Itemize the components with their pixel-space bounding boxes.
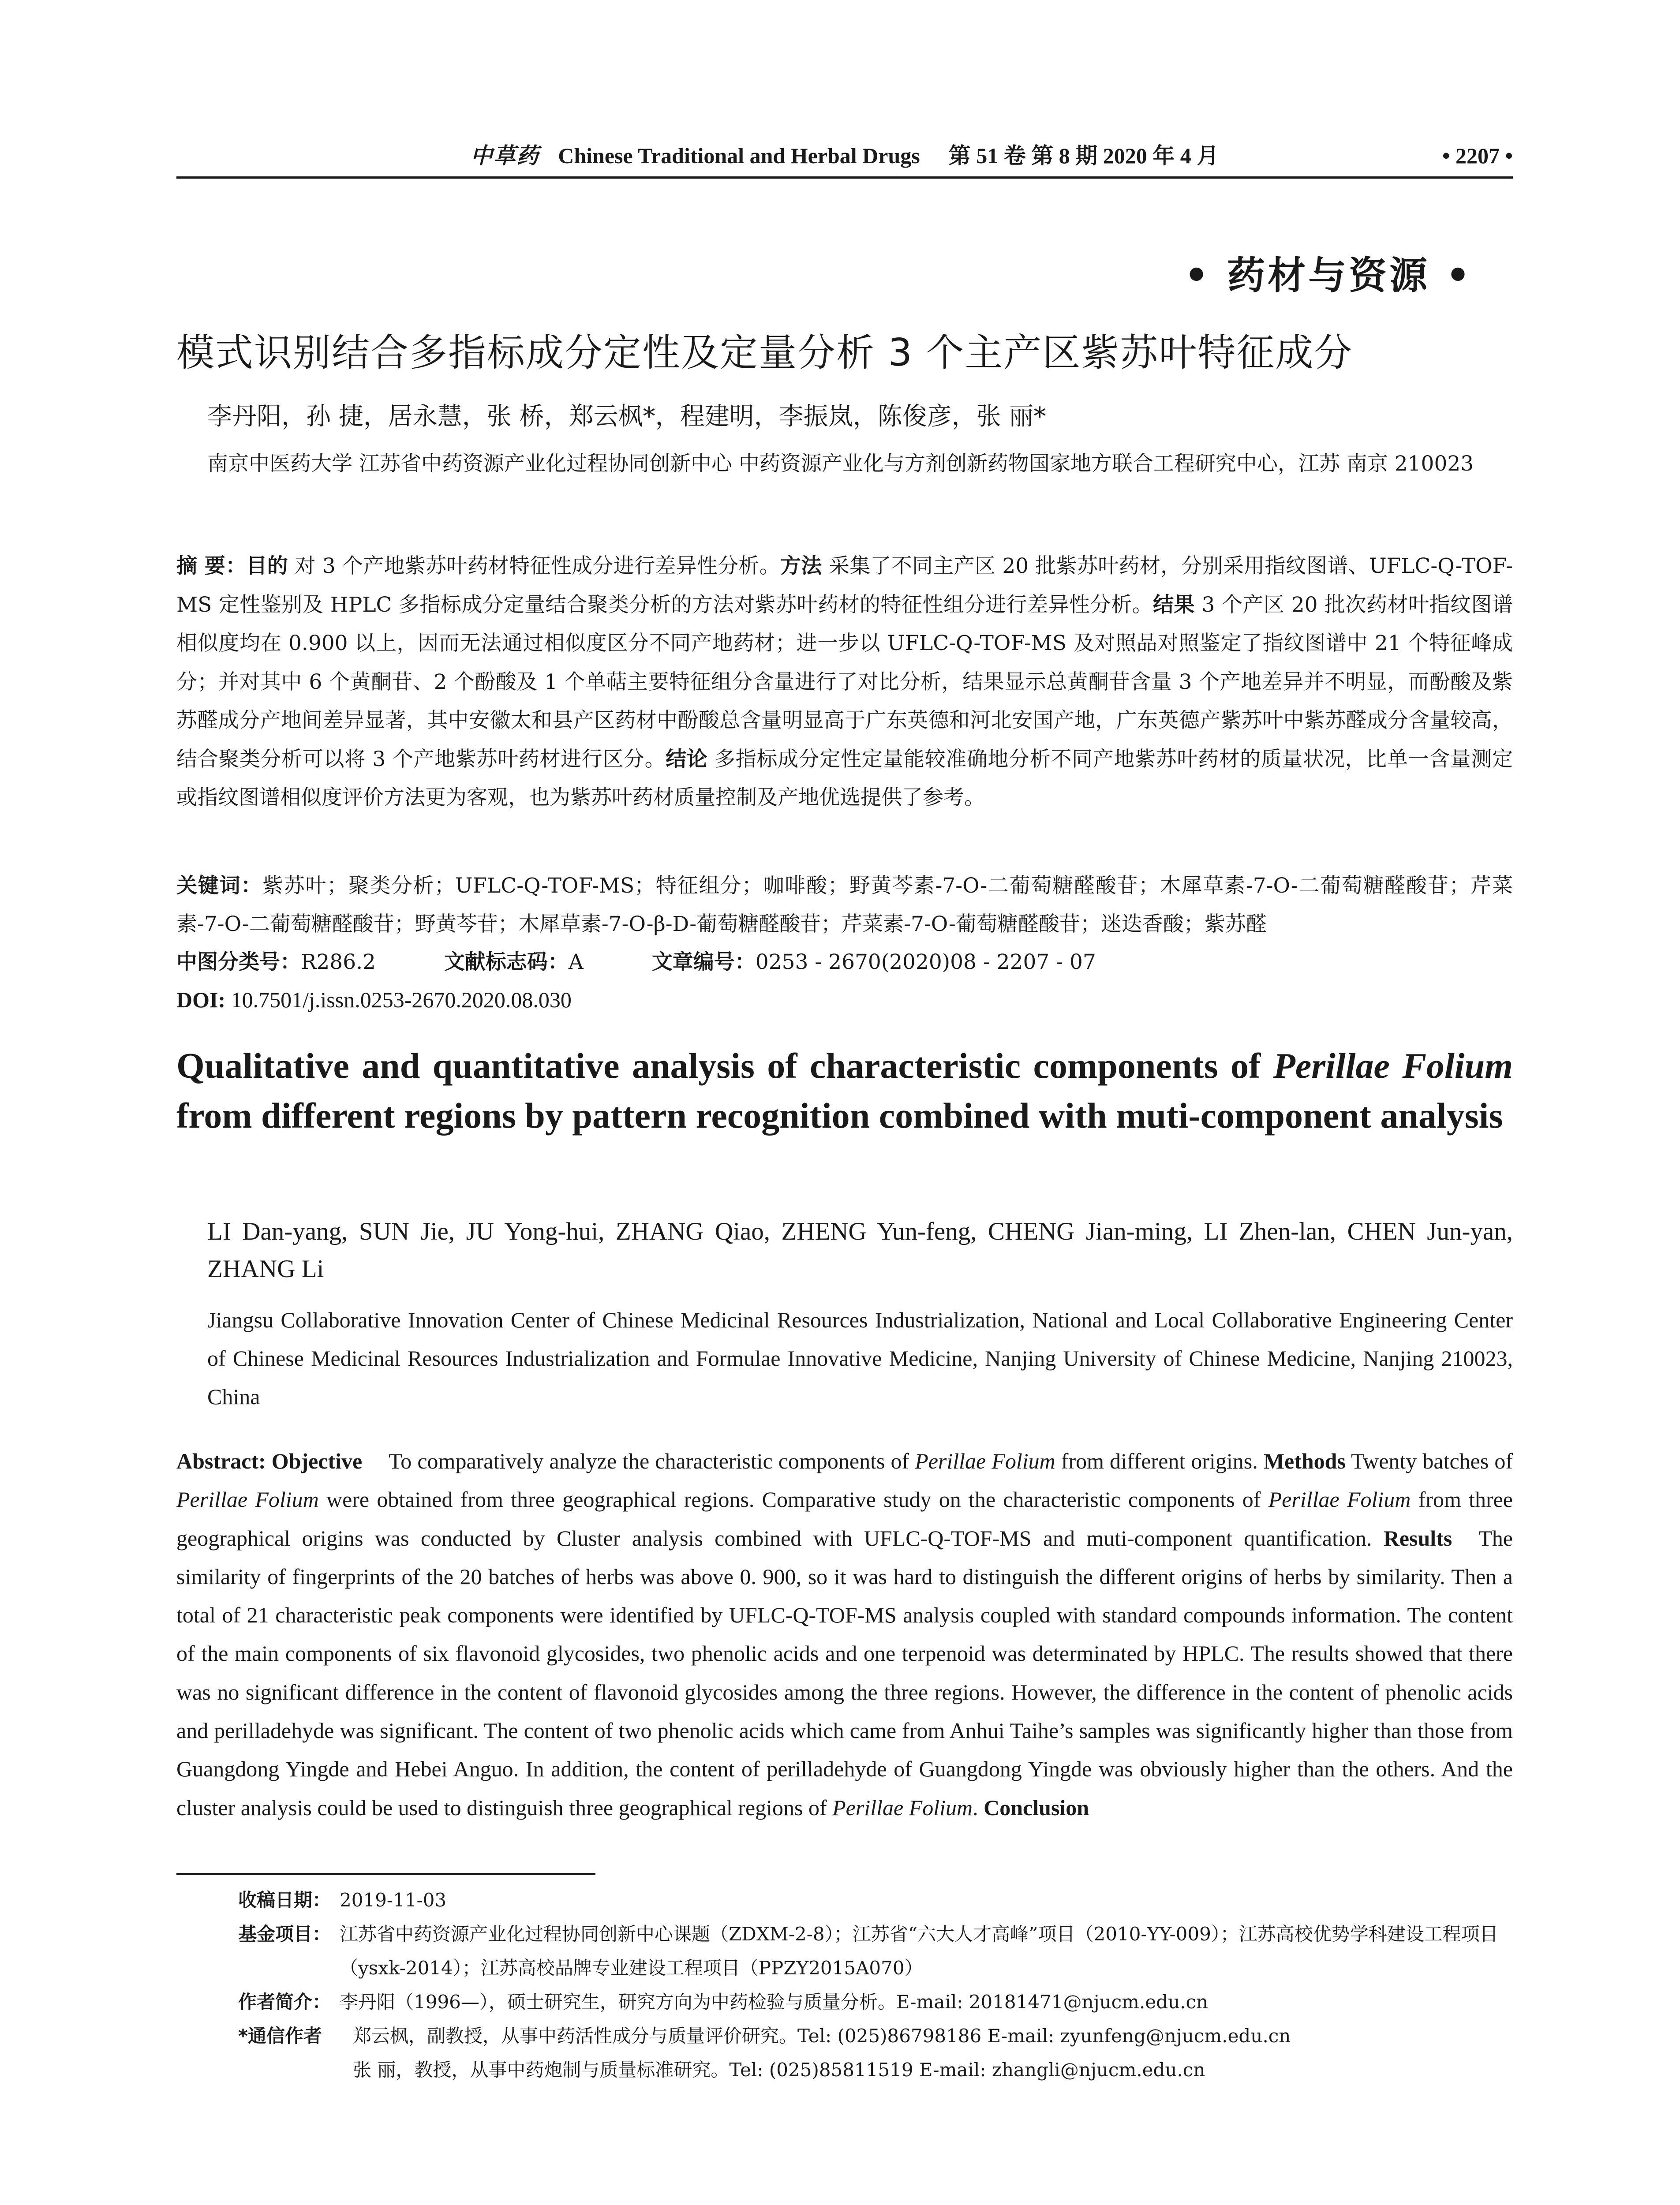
article-number-item: [652, 944, 1096, 981]
section-tag: • 药材与资源 •: [1184, 253, 1473, 298]
doc-code-label: 文献标志码：: [444, 950, 569, 974]
doc-code-item: [444, 944, 584, 981]
en-abstract-label: Abstract: Objective: [176, 1449, 363, 1473]
footnote-corresponding-1: [238, 2019, 1513, 2053]
en-title-italic: Perillae Folium: [1273, 1046, 1513, 1086]
corresponding-1-text: 郑云枫，副教授，从事中药活性成分与质量评价研究。Tel: (025)86798186 E-mail: zyunfeng@njucm.edu.cn: [353, 2025, 1291, 2047]
journal-name-en: Chinese Traditional and Herbal Drugs: [558, 143, 920, 168]
journal-name-cn: 中草药: [470, 143, 539, 168]
en-title-part2: from different regions by pattern recognition combined with muti-component analysis: [176, 1095, 1503, 1136]
cn-keywords-text: 紫苏叶；聚类分析；UFLC-Q-TOF-MS；特征组分；咖啡酸；野黄芩素-7-O-二葡萄糖醛酸苷；木犀草素-7-O-二葡萄糖醛酸苷；芹菜素-7-O-二葡萄糖醛酸苷；野黄芩苷；木犀草素-7-O-β-D-葡萄糖醛酸苷；芹菜素-7-O-葡萄糖醛酸苷；迷迭香酸；紫苏醛: [176, 874, 1513, 936]
cn-conclusion-label: 结论: [666, 747, 708, 771]
cn-results-label: 结果: [1152, 592, 1195, 617]
en-methods-label: Methods: [1263, 1449, 1346, 1473]
clc-label: 中图分类号：: [176, 950, 301, 974]
en-abstract: [176, 1442, 1513, 1827]
en-methods-italic-1: Perillae Folium: [176, 1487, 319, 1512]
cn-methods-label: 方法: [780, 554, 822, 578]
footnote-rule: [176, 1873, 595, 1875]
cn-methods: 采集了不同主产区 20 批紫苏叶药材，分别采用指纹图谱、UFLC-Q-TOF-MS 定性鉴别及 HPLC 多指标成分定量结合聚类分析的方法对紫苏叶药材的特征性组分进行差异性分析。: [176, 554, 1513, 617]
cn-objective: 对 3 个产地紫苏叶药材特征性成分进行差异性分析。: [295, 554, 781, 578]
en-objective-italic: Perillae Folium: [915, 1449, 1055, 1473]
en-conclusion-label: Conclusion: [984, 1795, 1089, 1820]
article-number-value: 0253 - 2670(2020)08 - 2207 - 07: [755, 950, 1096, 974]
en-methods-italic-2: Perillae Folium: [1268, 1487, 1411, 1512]
footnotes: [238, 1883, 1513, 2087]
footnote-received: [238, 1883, 1513, 1917]
en-results-2: .: [973, 1795, 978, 1820]
cn-objective-label: 目的: [246, 554, 288, 578]
cn-title: 模式识别结合多指标成分定性及定量分析 3 个主产区紫苏叶特征成分: [176, 331, 1353, 375]
en-results-1: The similarity of fingerprints of the 20 batches of herbs was above 0. 900, so it was hard to distinguish the different origins of herbs by similarity. Then a total of 21 characteristic peak components were identified by UFLC-Q-TOF-MS analysis coupled with standard compounds information. The content of the main components of six flavonoid glycosides, two phenolic acids and one terpenoid was determinated by HPLC. The results showed that there was no significant difference in the content of flavonoid glycosides among the three regions. However, the difference in the content of phenolic acids and perilladehyde was significant. The content of two phenolic acids which came from Anhui Taihe’s samples was significantly higher than those from Guangdong Yingde and Hebei Anguo. In addition, the content of perilladehyde of Guangdong Yingde was obviously higher than the others. And the cluster analysis could be used to distinguish three geographical regions of: [176, 1525, 1513, 1820]
bio-text: 李丹阳（1996—），硕士研究生，研究方向为中药检验与质量分析。E-mail: 20181471@njucm.edu.cn: [340, 1991, 1209, 2013]
corresponding-2-text: 张 丽，教授，从事中药炮制与质量标准研究。Tel: (025)85811519 E-mail: zhangli@njucm.edu.cn: [353, 2059, 1205, 2081]
doc-code-value: A: [568, 950, 584, 974]
cn-keywords-label: 关键词：: [176, 874, 262, 898]
received-label: 收稿日期：: [238, 1889, 331, 1911]
fund-text: 江苏省中药资源产业化过程协同创新中心课题（ZDXM-2-8）；江苏省“六大人才高峰”项目（2010-YY-009）；江苏高校优势学科建设工程项目（ysxk-2014）；江苏高校品牌专业建设工程项目（PPZY2015A070）: [340, 1923, 1498, 1979]
doi-link[interactable]: 10.7501/j.issn.0253-2670.2020.08.030: [231, 987, 572, 1012]
en-methods-1: Twenty batches of: [1351, 1449, 1513, 1473]
issue-info: 第 51 卷 第 8 期 2020 年 4 月: [948, 143, 1219, 168]
en-objective-1: To comparatively analyze the characteristic components of: [389, 1449, 915, 1473]
en-results-label: Results: [1383, 1525, 1452, 1551]
cn-authors: 李丹阳，孙 捷，居永慧，张 桥，郑云枫*，程建明，李振岚，陈俊彦，张 丽*: [207, 402, 1046, 431]
clc-item: [176, 944, 376, 981]
header-rule: [176, 176, 1513, 179]
received-date: 2019-11-03: [340, 1889, 447, 1911]
en-objective-2: from different origins.: [1055, 1449, 1258, 1473]
en-affiliation: Jiangsu Collaborative Innovation Center of Chinese Medicinal Resources Industrialization, National and Local Collaborative Engineering Center of Chinese Medicinal Resources Industrialization and Formulae Innovative Medicine, Nanjing University of Chinese Medicine, Nanjing 210023, China: [207, 1308, 1513, 1409]
article-number-label: 文章编号：: [651, 950, 756, 974]
en-title: [176, 1041, 1513, 1140]
en-methods-2: were obtained from three geographical regions. Comparative study on the characteristic components of: [318, 1487, 1268, 1512]
running-header: [176, 140, 1513, 171]
doi-label: DOI:: [176, 987, 226, 1012]
page-number: • 2207 •: [1442, 143, 1513, 168]
cn-results: 3 个产区 20 批次药材叶指纹图谱相似度均在 0.900 以上，因而无法通过相似度区分不同产地药材；进一步以 UFLC-Q-TOF-MS 及对照品对照鉴定了指纹图谱中 21 个特征峰成分；并对其中 6 个黄酮苷、2 个酚酸及 1 个单萜主要特征组分含量进行了对比分析，结果显示总黄酮苷含量 3 个产地差异并不明显，而酚酸及紫苏醛成分产地间差异显著，其中安徽太和县产区药材中酚酸总含量明显高于广东英德和河北安国产地，广东英德产紫苏叶中紫苏醛成分含量较高，结合聚类分析可以将 3 个产地紫苏叶药材进行区分。: [176, 592, 1513, 771]
classification-row: [176, 944, 1513, 981]
cn-affiliation: 南京中医药大学 江苏省中药资源产业化过程协同创新中心 中药资源产业化与方剂创新药物国家地方联合工程研究中心，江苏 南京 210023: [207, 452, 1474, 476]
journal-line: [176, 140, 1513, 171]
doi-row: [176, 981, 1513, 1018]
en-methods-3: from three geographical origins was conducted by Cluster analysis combined with UFLC-Q-TOF-MS and muti-component quantification.: [176, 1487, 1513, 1551]
cn-abstract-label: 摘 要：: [176, 554, 247, 578]
fund-label: 基金项目：: [238, 1923, 331, 1945]
cn-conclusion: 多指标成分定性定量能较准确地分析不同产地紫苏叶药材的质量状况，比单一含量测定或指纹图谱相似度评价方法更为客观，也为紫苏叶药材质量控制及产地优选提供了参考。: [176, 747, 1513, 810]
cn-abstract: [176, 547, 1513, 817]
footnote-corresponding-2: [238, 2053, 1513, 2087]
corresponding-label: *通信作者: [238, 2025, 322, 2047]
footnote-bio: [238, 1985, 1513, 2019]
footnote-fund: [238, 1917, 1513, 1985]
en-results-italic: Perillae Folium: [832, 1795, 973, 1820]
bio-label: 作者简介：: [238, 1991, 331, 2013]
en-title-part1: Qualitative and quantitative analysis of characteristic components of: [176, 1046, 1273, 1086]
cn-keywords: [176, 867, 1513, 943]
en-authors: LI Dan-yang, SUN Jie, JU Yong-hui, ZHANG Qiao, ZHENG Yun-feng, CHENG Jian-ming, LI Zhen-lan, CHEN Jun-yan, ZHANG Li: [207, 1218, 1513, 1283]
clc-value: R286.2: [301, 950, 376, 974]
